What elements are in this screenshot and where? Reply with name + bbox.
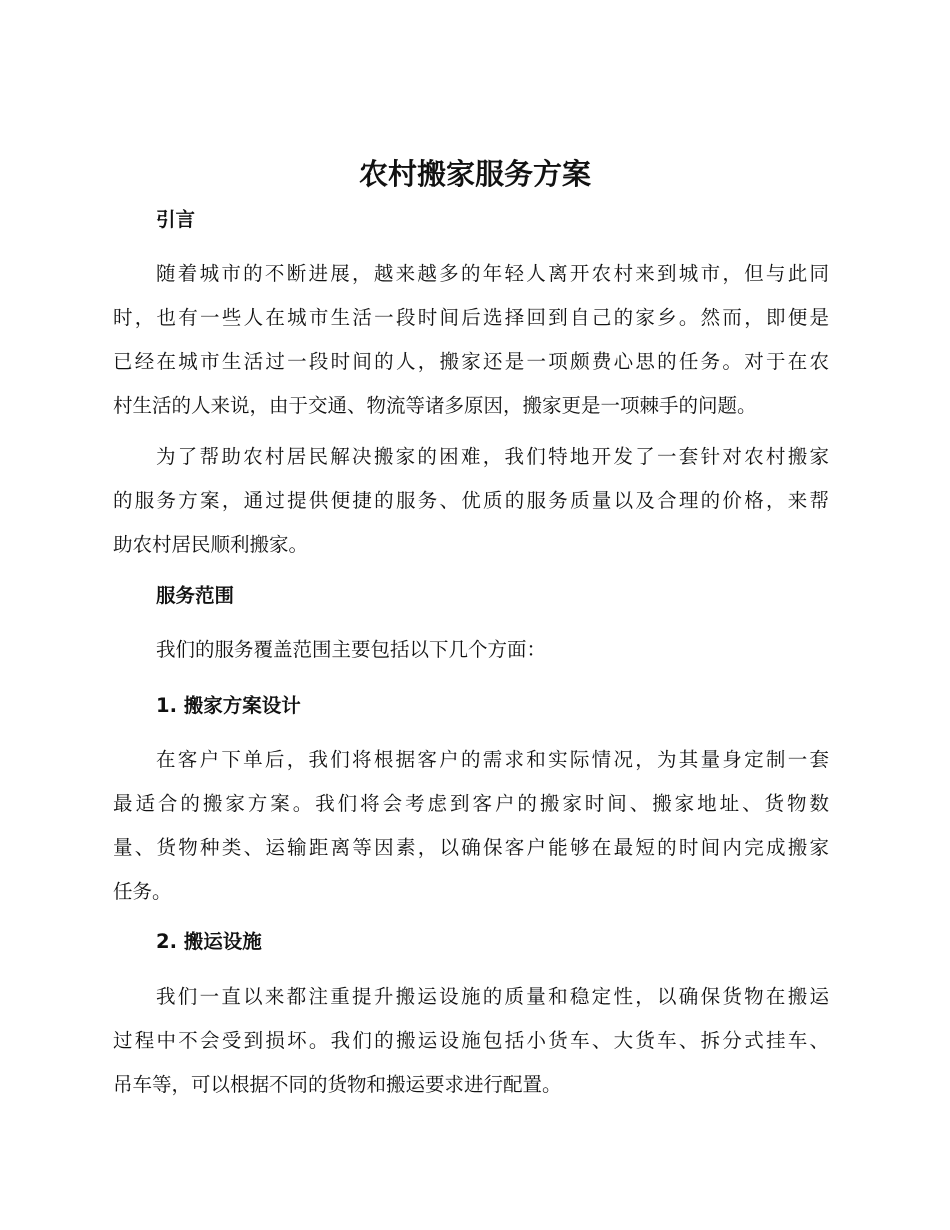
section-heading-intro: 引言 [156, 208, 196, 231]
intro-paragraph-2 [113, 435, 829, 567]
section-heading-moving-facilities: 2. 搬运设施 [156, 930, 262, 953]
paragraph-line: 时，也有一些人在城市生活一段时间后选择回到自己的家乡。然而，即便是 [113, 306, 829, 329]
paragraph-line: 已经在城市生活过一段时间的人，搬家还是一项颇费心思的任务。对于在农 [113, 350, 829, 373]
paragraph-line: 过程中不会受到损坏。我们的搬运设施包括小货车、大货车、拆分式挂车、 [113, 1029, 829, 1052]
paragraph-line: 我们一直以来都注重提升搬运设施的质量和稳定性，以确保货物在搬运 [156, 985, 829, 1008]
paragraph-line: 村生活的人来说，由于交通、物流等诸多原因，搬家更是一项棘手的问题。 [113, 394, 757, 417]
paragraph-line: 随着城市的不断进展，越来越多的年轻人离开农村来到城市，但与此同 [156, 262, 829, 285]
section-heading-service-scope: 服务范围 [156, 584, 235, 607]
paragraph-line: 量、货物种类、运输距离等因素，以确保客户能够在最短的时间内完成搬家 [113, 836, 829, 859]
paragraph-line: 最适合的搬家方案。我们将会考虑到客户的搬家时间、搬家地址、货物数 [113, 792, 829, 815]
paragraph-line: 我们的服务覆盖范围主要包括以下几个方面： [156, 638, 547, 661]
intro-paragraph-1 [113, 252, 829, 428]
moving-facilities-paragraph [113, 975, 829, 1107]
paragraph-line: 为了帮助农村居民解决搬家的困难，我们特地开发了一套针对农村搬家 [156, 445, 829, 468]
paragraph-line: 的服务方案，通过提供便捷的服务、优质的服务质量以及合理的价格，来帮 [113, 489, 829, 512]
paragraph-line: 吊车等，可以根据不同的货物和搬运要求进行配置。 [113, 1073, 562, 1096]
section-heading-moving-plan: 1. 搬家方案设计 [156, 694, 301, 717]
moving-plan-paragraph [113, 738, 829, 914]
paragraph-line: 助农村居民顺利搬家。 [113, 533, 309, 556]
paragraph-line: 在客户下单后，我们将根据客户的需求和实际情况，为其量身定制一套 [156, 748, 829, 771]
paragraph-line: 任务。 [113, 880, 172, 903]
document-title: 农村搬家服务方案 [358, 157, 591, 191]
service-scope-paragraph [113, 628, 829, 672]
